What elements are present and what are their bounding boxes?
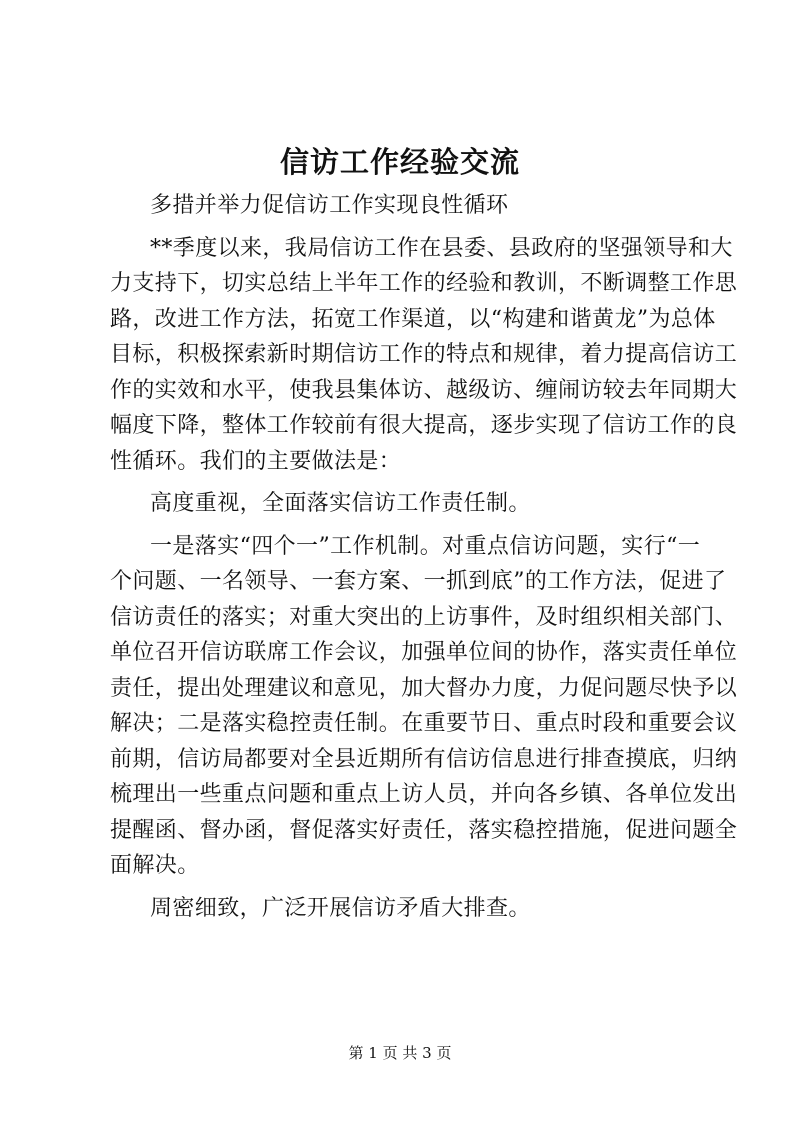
paragraph-line: 信访责任的落实；对重大突出的上访事件，及时组织相关部门、 xyxy=(110,604,738,630)
section-heading-line: 周密细致，广泛开展信访矛盾大排查。 xyxy=(150,895,531,921)
paragraph-line: 提醒函、督办函，督促落实好责任，落实稳控措施，促进问题全 xyxy=(110,817,738,843)
section-heading-line: 高度重视，全面落实信访工作责任制。 xyxy=(150,491,531,516)
paragraph-line: **季度以来，我局信访工作在县委、县政府的坚强领导和大 xyxy=(150,235,733,261)
paragraph-line: 性循环。我们的主要做法是： xyxy=(110,448,402,474)
document-body xyxy=(110,188,738,926)
page-footer: 第 1 页 共 3 页 xyxy=(348,1044,452,1062)
paragraph-line: 责任，提出处理建议和意见，加大督办力度，力促问题尽快予以 xyxy=(110,675,738,701)
paragraph-line: 解决；二是落实稳控责任制。在重要节日、重点时段和重要会议 xyxy=(110,711,738,736)
paragraph-line: 幅度下降，整体工作较前有很大提高，逐步实现了信访工作的良 xyxy=(110,413,738,438)
paragraph-line: 作的实效和水平，使我县集体访、越级访、缠闹访较去年同期大 xyxy=(110,377,738,403)
subtitle-line: 多措并举力促信访工作实现良性循环 xyxy=(150,193,509,218)
paragraph-line: 个问题、一名领导、一套方案、一抓到底”的工作方法，促进了 xyxy=(110,569,727,594)
paragraph-line: 目标，积极探索新时期信访工作的特点和规律，着力提高信访工 xyxy=(110,342,738,367)
paragraph-line: 前期，信访局都要对全县近期所有信访信息进行排查摸底，归纳 xyxy=(110,746,738,772)
paragraph-line: 一是落实“四个一”工作机制。对重点信访问题，实行“一 xyxy=(150,533,701,559)
document-title: 信访工作经验交流 xyxy=(279,145,520,179)
paragraph-line: 面解决。 xyxy=(110,853,200,878)
paragraph-line: 路，改进工作方法，拓宽工作渠道，以“构建和谐黄龙”为总体 xyxy=(110,306,716,332)
paragraph-line: 单位召开信访联席工作会议，加强单位间的协作，落实责任单位 xyxy=(110,640,738,665)
paragraph-line: 梳理出一些重点问题和重点上访人员，并向各乡镇、各单位发出 xyxy=(110,782,738,807)
paragraph-line: 力支持下，切实总结上半年工作的经验和教训，不断调整工作思 xyxy=(110,271,738,296)
